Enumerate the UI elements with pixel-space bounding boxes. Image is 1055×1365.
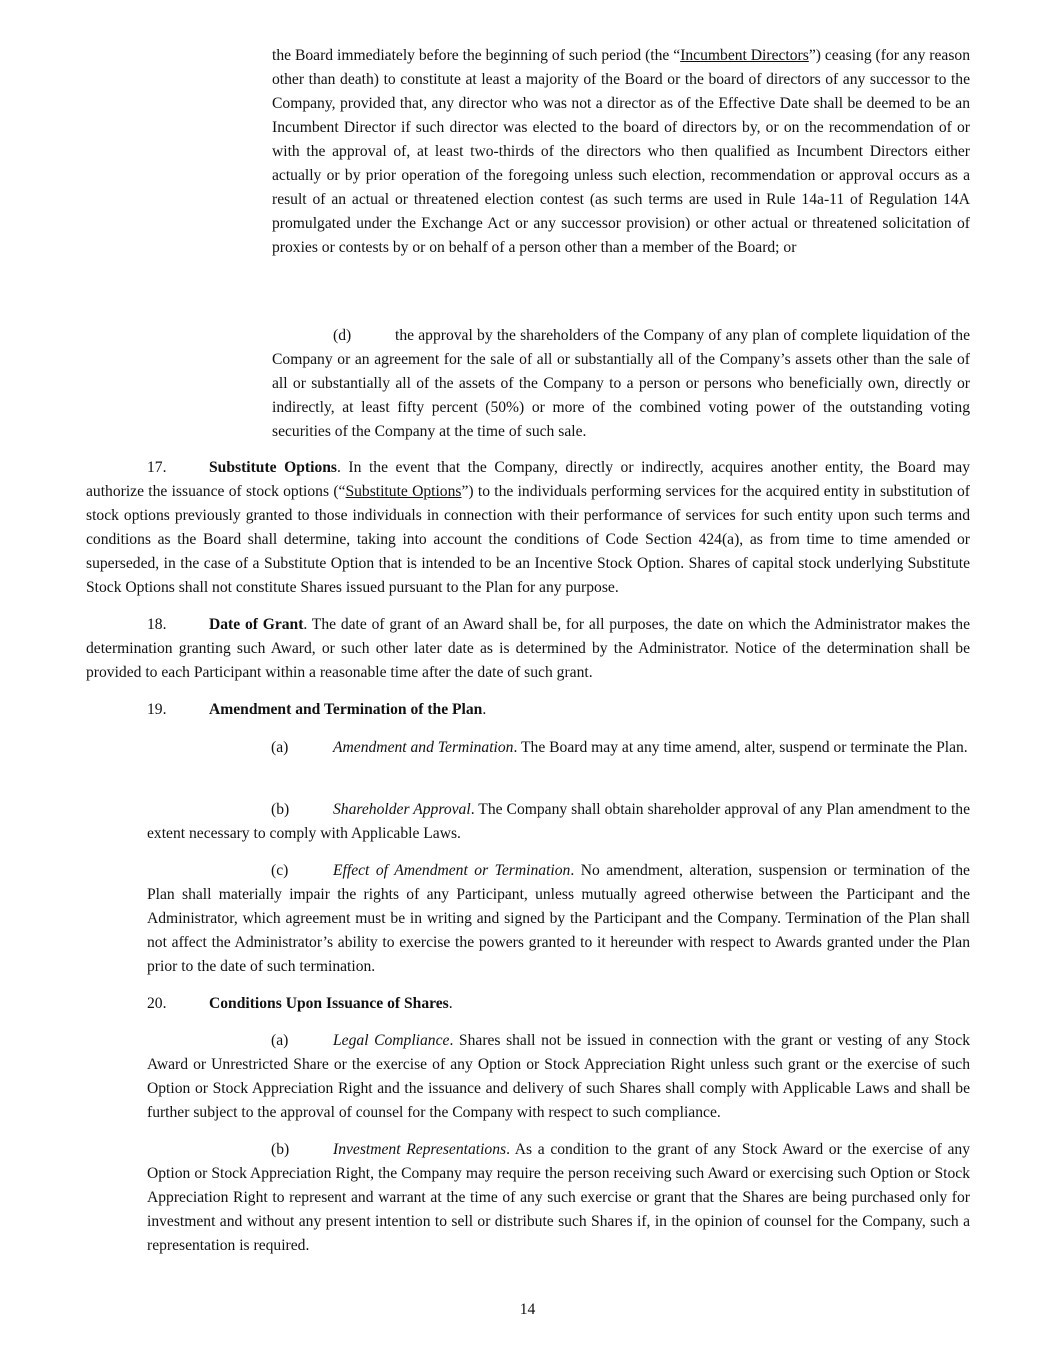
paragraph-16c: the Board immediately before the beginning of such period (the “Incumbent Directors”) ceasing (for any reason other than death) to constitute at least a majority of the Board or the board of directors of any successor to the Company, provided that, any director who was not a director as of the Effective Date shall be deemed to be an Incumbent Director if such director was elected to the board of directors by, or on the recommendation of or with the approval of, at least two-thirds of the directors who then qualified as Incumbent Directors either actually or by prior operation of the foregoing unless such election, recommendation or approval occurs as a result of an actual or threatened election contest (as such terms are used in Rule 14a-11 of Regulation 14A promulgated under the Exchange Act or any successor provision) or other actual or threatened solicitation of proxies or contests by or on behalf of a person other than a member of the Board; or — [272, 47, 970, 256]
section-20a: (a) Legal Compliance. Shares shall not be issued in connection with the grant or vesting of any Stock Award or Unrestricted Share or the exercise of any Option or Stock Appreciation Right unless such grant or the exercise of such Option or Stock Appreciation Right and the issuance and delivery of such Shares shall comply with Applicable Laws and shall be further subject to the approval of counsel for the Company with respect to such compliance. — [147, 1029, 970, 1125]
section-18 — [86, 613, 970, 685]
paragraph-17: 17. Substitute Options. In the event that the Company, directly or indirectly, acquires another entity, the Board may authorize the issuance of stock options (“Substitute Options”) to the individuals performing services for the acquired entity in substitution of stock options previously granted to those individuals in connection with their performance of services for such entity upon such terms and conditions as the Board shall determine, taking into account the conditions of Code Section 424(a), as from time to time amended or superseded, in the case of a Substitute Option that is intended to be an Incentive Stock Option. Shares of capital stock underlying Substitute Stock Options shall not constitute Shares issued pursuant to the Plan for any purpose. — [86, 456, 970, 600]
clause-number: (b) — [271, 1141, 290, 1158]
section-20b: (b) Investment Representations. As a condition to the grant of any Stock Award or the exercise of any Option or Stock Appreciation Right, the Company may require the person receiving such Award or exercising such Option or Stock Appreciation Right to represent and warrant at the time of any such exercise or grant that the Shares are being purchased only for investment and without any present intention to sell or distribute such Shares if, in the opinion of counsel for the Company, such a representation is required. — [147, 1138, 970, 1258]
section-19b: (b) Shareholder Approval. The Company shall obtain shareholder approval of any Plan amendment to the extent necessary to comply with Applicable Laws. — [147, 798, 970, 846]
clause-number: (d) — [333, 327, 352, 344]
clause-number: (a) — [271, 739, 289, 756]
section-17 — [86, 456, 970, 600]
defined-term-incumbent-directors: Incumbent Directors — [680, 47, 809, 64]
section-heading: Conditions Upon Issuance of Shares — [209, 995, 449, 1012]
section-16d — [272, 324, 970, 444]
defined-term-substitute-options: Substitute Options — [345, 483, 462, 500]
paragraph-18: 18. Date of Grant. The date of grant of an Award shall be, for all purposes, the date on which the Administrator makes the determination granting such Award, or such other later date as is determined by the Administrator. Notice of the determination shall be provided to each Participant within a reasonable time after the date of such grant. — [86, 613, 970, 685]
clause-title: Investment Representations — [333, 1141, 507, 1158]
section-20-heading: 20. Conditions Upon Issuance of Shares. — [147, 992, 970, 1016]
section-number: 17. — [147, 459, 167, 476]
section-number: 20. — [147, 995, 167, 1012]
section-heading: Amendment and Termination of the Plan — [209, 701, 483, 718]
section-19a: (a) Amendment and Termination. The Board may at any time amend, alter, suspend or terminate the Plan. — [147, 736, 970, 760]
clause-title: Shareholder Approval — [333, 801, 471, 818]
clause-title: Effect of Amendment or Termination — [333, 862, 571, 879]
clause-title: Legal Compliance — [333, 1032, 450, 1049]
clause-number: (c) — [271, 862, 289, 879]
section-heading: Date of Grant — [209, 616, 304, 633]
clause-number: (a) — [271, 1032, 289, 1049]
section-heading: Substitute Options — [209, 459, 337, 476]
section-19c: (c) Effect of Amendment or Termination. No amendment, alteration, suspension or termination of the Plan shall materially impair the rights of any Participant, unless mutually agreed otherwise between the Participant and the Administrator, which agreement must be in writing and signed by the Participant and the Company. Termination of the Plan shall not affect the Administrator’s ability to exercise the powers granted to it hereunder with respect to Awards granted under the Plan prior to the date of such termination. — [147, 859, 970, 979]
clause-title: Amendment and Termination — [333, 739, 514, 756]
clause-number: (b) — [271, 801, 290, 818]
section-16c-continuation — [272, 44, 970, 260]
section-number: 18. — [147, 616, 167, 633]
section-19-heading: 19. Amendment and Termination of the Plan. — [147, 698, 970, 722]
page-number: 14 — [519, 1301, 536, 1318]
paragraph-16d: (d) the approval by the shareholders of the Company of any plan of complete liquidation of the Company or an agreement for the sale of all or substantially all of the Company’s assets other than the sale of all or substantially all of the assets of the Company to a person or persons who beneficially own, directly or indirectly, at least fifty percent (50%) or more of the combined voting power of the outstanding voting securities of the Company at the time of such sale. — [272, 324, 970, 444]
section-number: 19. — [147, 701, 167, 718]
